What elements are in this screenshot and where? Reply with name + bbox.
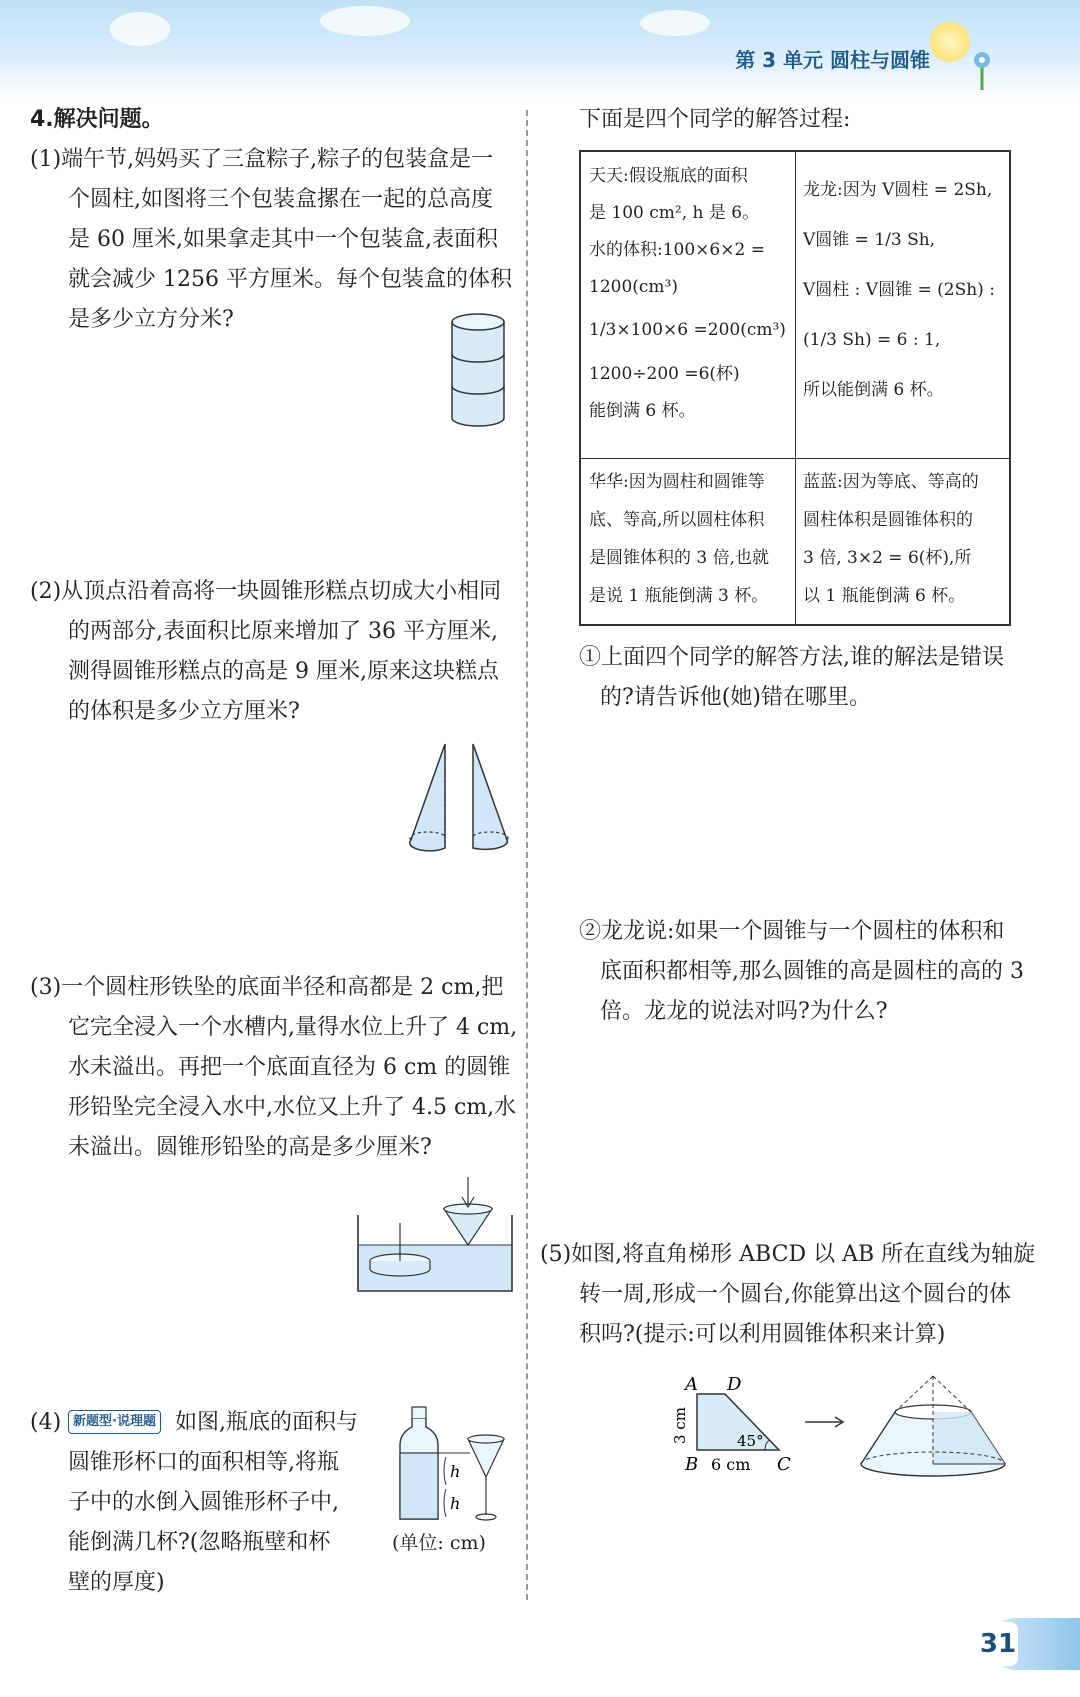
q2-line: (2)从顶点沿着高将一块圆锥形糕点切成大小相同: [30, 579, 502, 604]
angle-label: 45°: [737, 1432, 764, 1450]
q4-line: 能倒满几杯?(忽略瓶壁和杯: [68, 1530, 331, 1555]
stacked-cylinders-figure: [448, 310, 508, 430]
vertex-c-label: C: [777, 1454, 791, 1475]
header-banner: [0, 0, 1080, 100]
flower-icon: [966, 48, 998, 90]
sub1-line: 的?请告诉他(她)错在哪里。: [600, 685, 871, 710]
svg-text:h: h: [450, 1494, 461, 1513]
sub2-line: 倍。龙龙的说法对吗?为什么?: [600, 999, 888, 1024]
new-type-tag: 新题型·说理题: [68, 1410, 161, 1434]
q2-line: 的体积是多少立方厘米?: [68, 699, 300, 724]
q5-line: (5)如图,将直角梯形 ABCD 以 AB 所在直线为轴旋: [540, 1242, 1036, 1267]
q5-line: 转一周,形成一个圆台,你能算出这个圆台的体: [579, 1282, 1011, 1307]
table-divider: [581, 458, 1009, 459]
solutions-intro: 下面是四个同学的解答过程:: [579, 107, 851, 132]
q3-line: 水未溢出。再把一个底面直径为 6 cm 的圆锥: [68, 1055, 511, 1080]
q3-line: 未溢出。圆锥形铅坠的高是多少厘米?: [68, 1135, 432, 1160]
vertex-d-label: D: [727, 1374, 742, 1395]
trapezoid-rotation-figure: [665, 1372, 1025, 1502]
column-divider: [526, 110, 528, 1600]
q4-line: 圆锥形杯口的面积相等,将瓶: [68, 1450, 339, 1475]
q1-line: 是 60 厘米,如果拿走其中一个包装盒,表面积: [68, 227, 498, 252]
longlong-line: 龙龙:因为 V圆柱 = 2Sh,: [803, 180, 993, 200]
solutions-table: [579, 150, 1011, 626]
lanlan-line: 以 1 瓶能倒满 6 杯。: [803, 586, 966, 606]
unit-title: 第 3 单元 圆柱与圆锥: [735, 48, 930, 72]
tiantian-line: 1200(cm³): [589, 277, 678, 297]
tiantian-line: 水的体积:100×6×2 =: [589, 240, 765, 260]
tiantian-line: 天天:假设瓶底的面积: [589, 166, 748, 186]
tiantian-line: 1200÷200 =6(杯): [589, 364, 740, 384]
table-divider: [795, 152, 796, 624]
sun-icon: [930, 22, 970, 62]
q1-line: 个圆柱,如图将三个包装盒摞在一起的总高度: [68, 187, 493, 212]
q4-unit-note: (单位: cm): [392, 1532, 486, 1554]
longlong-line: (1/3 Sh) = 6 : 1,: [803, 330, 941, 350]
split-cone-figure: [405, 740, 515, 858]
q3-line: 形铅坠完全浸入水中,水位又上升了 4.5 cm,水: [68, 1095, 517, 1120]
sub1-line: ①上面四个同学的解答方法,谁的解法是错误: [579, 645, 1004, 670]
vertex-a-label: A: [685, 1374, 698, 1395]
q3-line: (3)一个圆柱形铁坠的底面半径和高都是 2 cm,把: [30, 975, 504, 1000]
q4-line: 壁的厚度): [68, 1570, 165, 1595]
q1-line: (1)端午节,妈妈买了三盒粽子,粽子的包装盒是一: [30, 147, 494, 172]
svg-text:h: h: [450, 1462, 461, 1481]
huahua-line: 底、等高,所以圆柱体积: [589, 510, 765, 530]
lanlan-line: 圆柱体积是圆锥体积的: [803, 510, 973, 530]
q2-line: 的两部分,表面积比原来增加了 36 平方厘米,: [68, 619, 498, 644]
q1-line: 是多少立方分米?: [68, 307, 234, 332]
page-number: 31: [978, 1622, 1018, 1666]
sub2-line: 底面积都相等,那么圆锥的高是圆柱的高的 3: [600, 959, 1024, 984]
q1-line: 就会减少 1256 平方厘米。每个包装盒的体积: [68, 267, 512, 292]
q4-line: 子中的水倒入圆锥形杯子中,: [68, 1490, 339, 1515]
side-ab-label: 3 cm: [671, 1407, 689, 1444]
lanlan-line: 3 倍, 3×2 = 6(杯),所: [803, 548, 972, 568]
huahua-line: 是说 1 瓶能倒满 3 杯。: [589, 586, 769, 606]
q3-line: 它完全浸入一个水槽内,量得水位上升了 4 cm,: [68, 1015, 518, 1040]
tiantian-line: 1/3×100×6 =200(cm³): [589, 320, 786, 340]
longlong-line: V圆柱 : V圆锥 = (2Sh) :: [803, 280, 995, 300]
bottle-and-cup-figure: [398, 1405, 510, 1525]
huahua-line: 是圆锥体积的 3 倍,也就: [589, 548, 770, 568]
huahua-line: 华华:因为圆柱和圆锥等: [589, 472, 765, 492]
vertex-b-label: B: [685, 1454, 699, 1475]
lanlan-line: 蓝蓝:因为等底、等高的: [803, 472, 979, 492]
sub2-line: ②龙龙说:如果一个圆锥与一个圆柱的体积和: [579, 919, 1005, 944]
water-tank-figure: [356, 1175, 516, 1295]
longlong-line: 所以能倒满 6 杯。: [803, 380, 944, 400]
tiantian-line: 能倒满 6 杯。: [589, 401, 696, 421]
side-bc-label: 6 cm: [711, 1455, 751, 1474]
longlong-line: V圆锥 = 1/3 Sh,: [803, 230, 936, 250]
q5-line: 积吗?(提示:可以利用圆锥体积来计算): [579, 1322, 946, 1347]
tiantian-line: 是 100 cm², h 是 6。: [589, 203, 760, 223]
section-title: 4.解决问题。: [30, 107, 164, 132]
q4-line: 如图,瓶底的面积与: [175, 1410, 358, 1435]
q2-line: 测得圆锥形糕点的高是 9 厘米,原来这块糕点: [68, 659, 499, 684]
q4-prefix: (4): [30, 1410, 62, 1435]
